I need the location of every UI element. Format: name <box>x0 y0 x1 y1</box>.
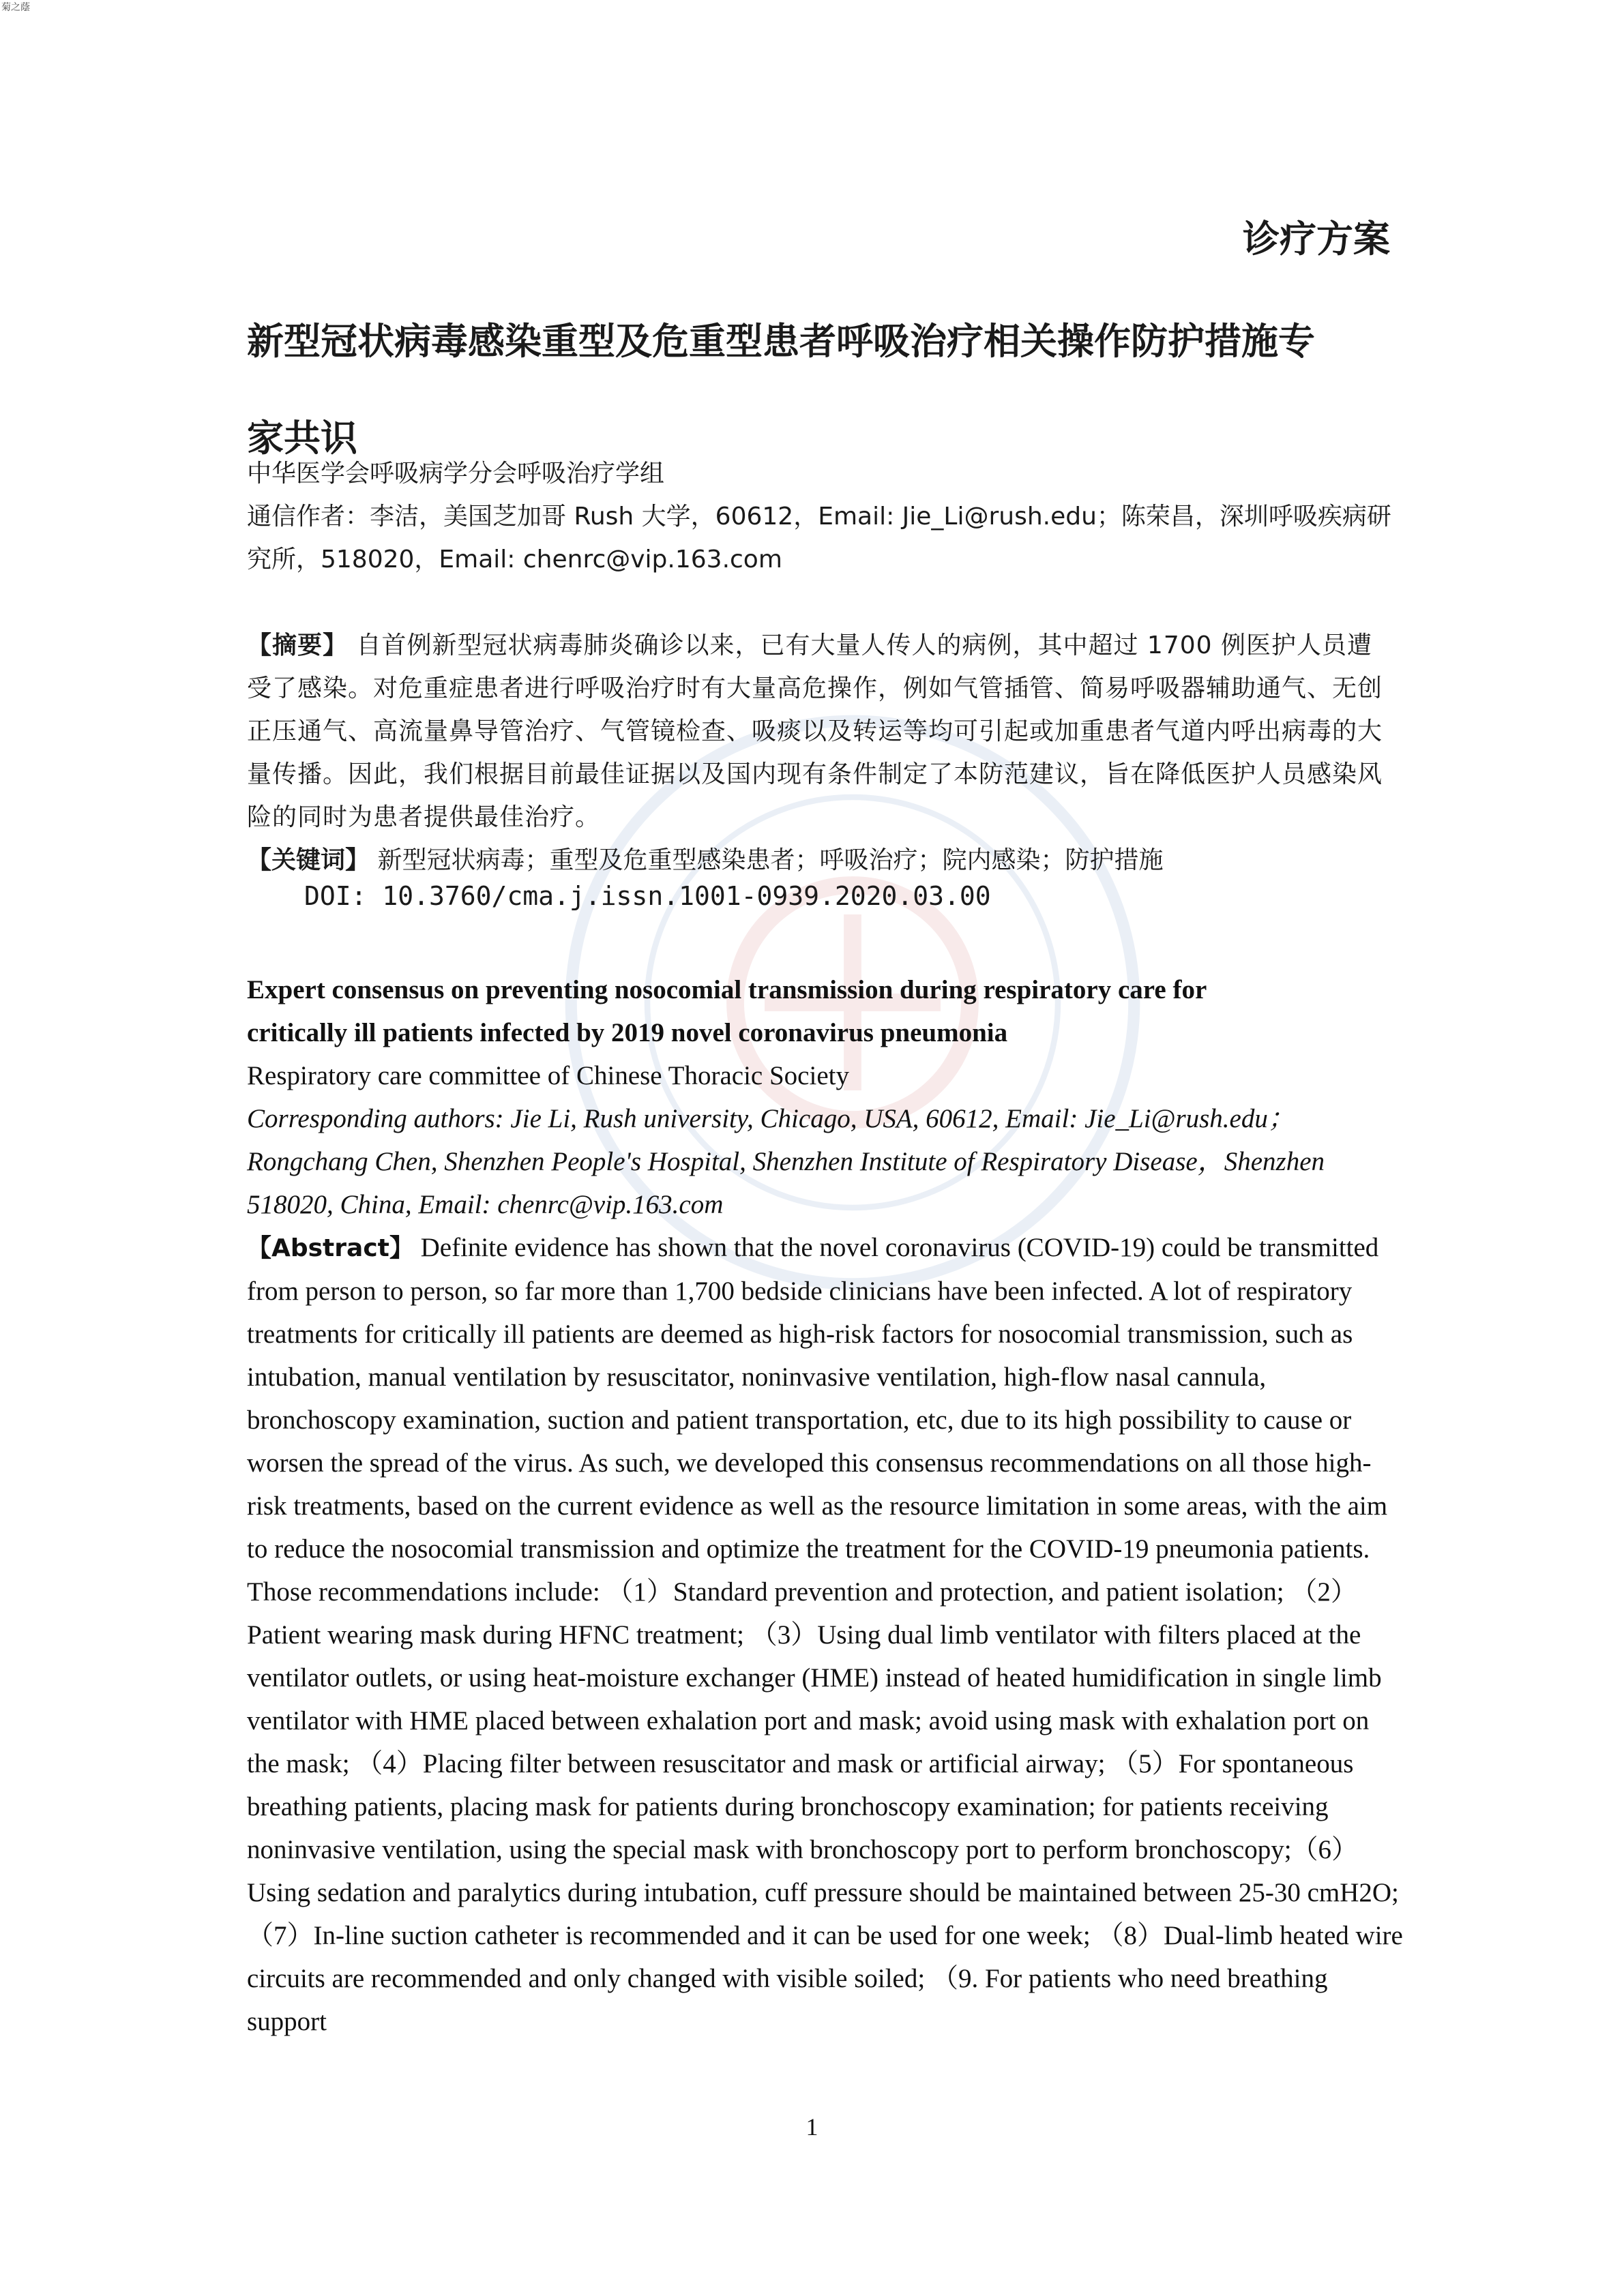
chinese-organization: 中华医学会呼吸病学分会呼吸治疗学组 <box>247 460 665 488</box>
english-abstract-label: 【Abstract】 <box>247 1234 414 1262</box>
chinese-abstract-text: 自首例新型冠状病毒肺炎确诊以来，已有大量人传人的病例，其中超过 1700 例医护人员遭受了感染。对危重症患者进行呼吸治疗时有大量高危操作，例如气管插管、简易呼吸器辅助通气、无创正压通气、高流量鼻导管治疗、气管镜检查、吸痰以及转运等均可引起或加重患者气道内呼出病毒的大量传播。因此，我们根据目前最佳证据以及国内现有条件制定了本防范建议，旨在降低医护人员感染风险的同时为患者提供最佳治疗。 <box>247 631 1383 831</box>
chinese-title-line: 新型冠状病毒感染重型及危重型患者呼吸治疗相关操作防护措施专 <box>247 320 1315 363</box>
english-abstract <box>247 1226 1406 2043</box>
chinese-title-line: 家共识 <box>247 417 357 460</box>
doi: DOI: 10.3760/cma.j.issn.1001-0939.2020.03.00 <box>304 881 991 911</box>
chinese-abstract-label: 【摘要】 <box>247 631 349 659</box>
english-organization: Respiratory care committee of Chinese Thoracic Society <box>247 1061 849 1090</box>
chinese-corresponding-authors: 通信作者：李洁，美国芝加哥 Rush 大学，60612，Email: Jie_Li@rush.edu；陈荣昌，深圳呼吸疾病研究所，518020，Email: chenrc@vip.163.com <box>247 503 1391 573</box>
chinese-keywords-label: 【关键词】 <box>247 846 370 874</box>
english-abstract-text: Definite evidence has shown that the novel coronavirus (COVID-19) could be transmitted from person to person, so far more than 1,700 bedside clinicians have been infected. A lot of respiratory treatments for critically ill patients are deemed as high-risk factors for nosocomial transmission, such as intubation, manual ventilation by resuscitator, noninvasive ventilation, high-flow nasal cannula, bronchoscopy examination, suction and patient transportation, etc, due to its high possibility to cause or worsen the spread of the virus. As such, we developed this consensus recommendations on all those high-risk treatments, based on the current evidence as well as the resource limitation in some areas, with the aim to reduce the nosocomial transmission and optimize the treatment for the COVID-19 pneumonia patients. Those recommendations include: （1）Standard prevention and protection, and patient isolation; （2）Patient wearing mask during HFNC treatment; （3）Using dual limb ventilator with filters placed at the ventilator outlets, or using heat-moisture exchanger (HME) instead of heated humidification in single limb ventilator with HME placed between exhalation port and mask; avoid using mask with exhalation port on the mask; （4）Placing filter between resuscitator and mask or artificial airway; （5）For spontaneous breathing patients, placing mask for patients during bronchoscopy examination; for patients receiving noninvasive ventilation, using the special mask with bronchoscopy port to perform bronchoscopy;（6）Using sedation and paralytics during intubation, cuff pressure should be maintained between 25-30 cmH2O; （7）In-line suction catheter is recommended and it can be used for one week; （8）Dual-limb heated wire circuits are recommended and only changed with visible soiled; （9. For patients who need breathing support <box>247 1233 1403 2036</box>
corner-mark: 菊之蔭 <box>1 2 30 13</box>
chinese-keywords-text: 新型冠状病毒；重型及危重型感染患者；呼吸治疗；院内感染；防护措施 <box>377 846 1164 874</box>
page-number: 1 <box>806 2113 818 2141</box>
chinese-abstract <box>247 624 1393 839</box>
english-title <box>247 968 1406 1054</box>
section-tag: 诊疗方案 <box>1243 218 1390 260</box>
english-title-line: Expert consensus on preventing nosocomial transmission during respiratory care for <box>247 975 1207 1004</box>
english-corresponding-authors: Corresponding authors: Jie Li, Rush university, Chicago, USA, 60612, Email: Jie_Li@rush.edu；Rongchang Chen, Shenzhen People's Hospital, Shenzhen Institute of Respiratory Disease，Shenzhen 518020, China, Email: chenrc@vip.163.com <box>247 1104 1325 1219</box>
chinese-keywords <box>247 839 1393 882</box>
english-title-line: critically ill patients infected by 2019 novel coronavirus pneumonia <box>247 1018 1008 1047</box>
